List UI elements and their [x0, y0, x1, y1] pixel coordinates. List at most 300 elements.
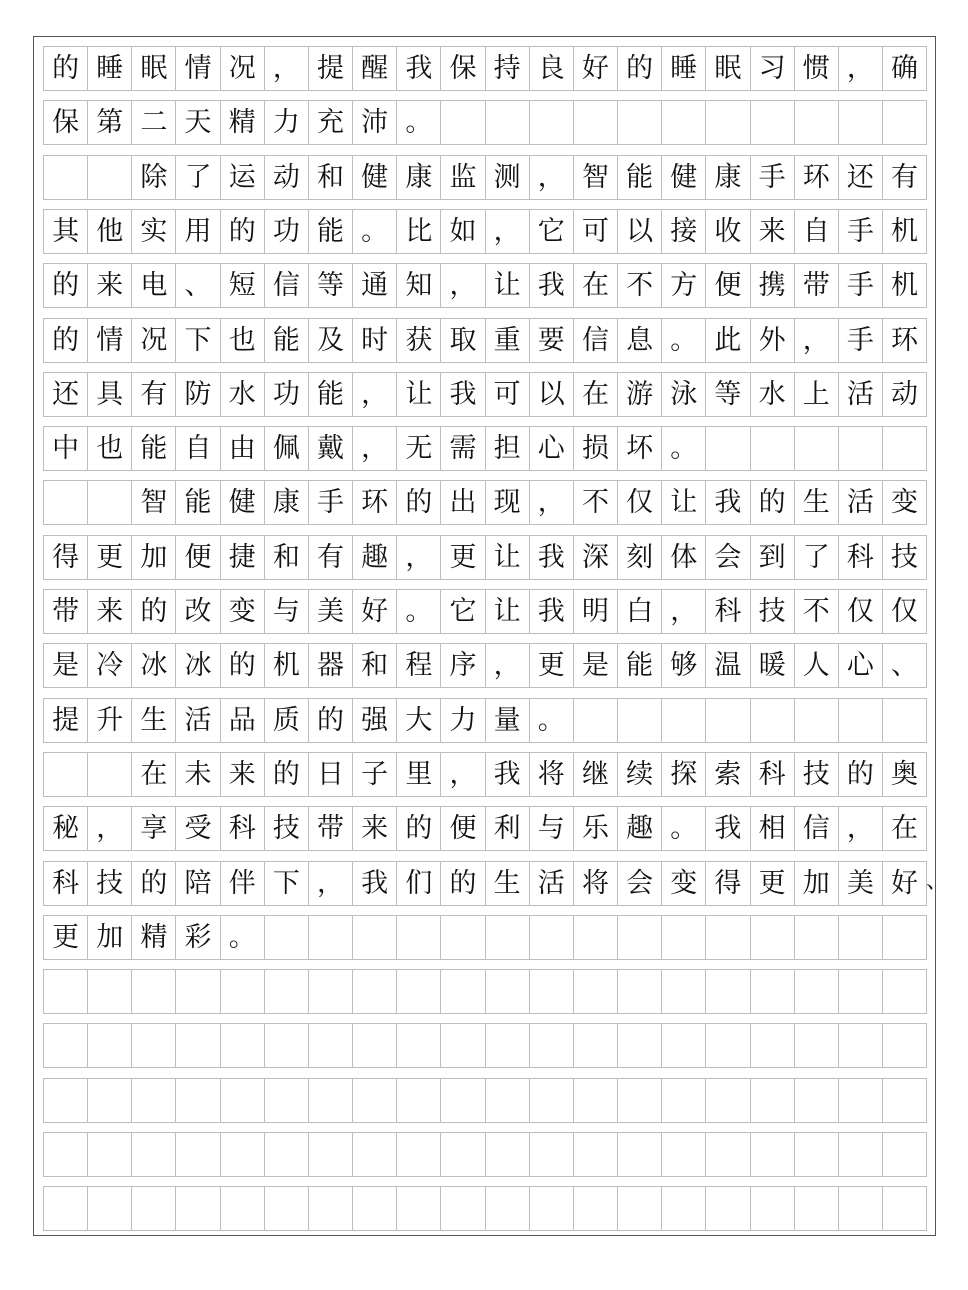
- grid-row: [43, 752, 927, 797]
- grid-cell: [751, 1132, 795, 1177]
- grid-cell: 惯: [795, 46, 839, 91]
- grid-row: [43, 969, 927, 1014]
- grid-cell: 水: [221, 372, 265, 417]
- grid-row: [43, 1078, 927, 1123]
- grid-cell: 彩: [176, 915, 220, 960]
- grid-cell: [574, 1078, 618, 1123]
- grid-cell: ，: [441, 263, 485, 308]
- grid-cell: 手: [751, 155, 795, 200]
- grid-cell: 睡: [88, 46, 132, 91]
- grid-cell: 便: [441, 806, 485, 851]
- grid-cell: 用: [176, 209, 220, 254]
- grid-cell: 生: [132, 698, 176, 743]
- grid-cell: 的: [265, 752, 309, 797]
- grid-cell: 眠: [706, 46, 750, 91]
- grid-cell: 中: [44, 426, 88, 471]
- grid-cell: 水: [751, 372, 795, 417]
- grid-cell: 除: [132, 155, 176, 200]
- grid-cell: ，: [397, 535, 441, 580]
- grid-cell: 改: [176, 589, 220, 634]
- grid-cell: 我: [530, 263, 574, 308]
- grid-cell: 携: [751, 263, 795, 308]
- grid-cell: 了: [795, 535, 839, 580]
- grid-cell: 比: [397, 209, 441, 254]
- grid-cell: [176, 1023, 220, 1068]
- grid-cell: 以: [618, 209, 662, 254]
- grid-cell: 健: [221, 480, 265, 525]
- grid-cell: [309, 915, 353, 960]
- grid-cell: 来: [353, 806, 397, 851]
- grid-cell: 秘: [44, 806, 88, 851]
- grid-cell: 也: [88, 426, 132, 471]
- grid-cell: [397, 1132, 441, 1177]
- grid-cell: 冰: [176, 643, 220, 688]
- grid-row: [43, 698, 927, 743]
- grid-row: [43, 915, 927, 960]
- grid-cell: 的: [839, 752, 883, 797]
- grid-cell: 担: [486, 426, 530, 471]
- grid-cell: 环: [883, 318, 927, 363]
- grid-cell: 我: [486, 752, 530, 797]
- grid-cell: [751, 1023, 795, 1068]
- grid-cell: [486, 1132, 530, 1177]
- grid-cell: 活: [176, 698, 220, 743]
- grid-cell: ，: [662, 589, 706, 634]
- grid-cell: 不: [618, 263, 662, 308]
- grid-cell: 不: [795, 589, 839, 634]
- grid-cell: ，: [353, 426, 397, 471]
- grid-cell: 智: [574, 155, 618, 200]
- grid-cell: [530, 1078, 574, 1123]
- grid-cell: [44, 480, 88, 525]
- grid-cell: [662, 1023, 706, 1068]
- grid-cell: [795, 915, 839, 960]
- grid-row: [43, 263, 927, 308]
- grid-cell: 加: [795, 861, 839, 906]
- grid-cell: [441, 1078, 485, 1123]
- grid-cell: 的: [397, 806, 441, 851]
- grid-cell: ，: [265, 46, 309, 91]
- grid-cell: [353, 1023, 397, 1068]
- grid-row: [43, 1186, 927, 1231]
- grid-cell: 们: [397, 861, 441, 906]
- grid-cell: 会: [706, 535, 750, 580]
- grid-cell: 收: [706, 209, 750, 254]
- grid-cell: 我: [397, 46, 441, 91]
- grid-cell: 良: [530, 46, 574, 91]
- grid-cell: [883, 1186, 927, 1231]
- grid-cell: 趣: [353, 535, 397, 580]
- grid-row: [43, 426, 927, 471]
- grid-cell: [706, 915, 750, 960]
- grid-cell: [530, 100, 574, 145]
- grid-cell: ，: [839, 46, 883, 91]
- grid-cell: 测: [486, 155, 530, 200]
- grid-cell: 更: [530, 643, 574, 688]
- grid-cell: [530, 915, 574, 960]
- grid-cell: 确: [883, 46, 927, 91]
- grid-cell: [44, 1078, 88, 1123]
- grid-cell: 来: [221, 752, 265, 797]
- grid-cell: [574, 1186, 618, 1231]
- grid-row: [43, 318, 927, 363]
- grid-cell: 戴: [309, 426, 353, 471]
- grid-cell: [839, 426, 883, 471]
- grid-cell: 让: [486, 263, 530, 308]
- grid-cell: 我: [706, 806, 750, 851]
- grid-cell: [574, 915, 618, 960]
- grid-cell: [44, 155, 88, 200]
- grid-cell: 。: [662, 318, 706, 363]
- grid-cell: [44, 1186, 88, 1231]
- grid-cell: 智: [132, 480, 176, 525]
- grid-cell: 天: [176, 100, 220, 145]
- grid-cell: [618, 1186, 662, 1231]
- grid-cell: 无: [397, 426, 441, 471]
- grid-cell: [883, 1078, 927, 1123]
- grid-cell: [795, 1186, 839, 1231]
- grid-cell: 来: [751, 209, 795, 254]
- grid-cell: [88, 155, 132, 200]
- grid-cell: 乐: [574, 806, 618, 851]
- grid-cell: 它: [530, 209, 574, 254]
- grid-cell: ，: [353, 372, 397, 417]
- grid-cell: [706, 1132, 750, 1177]
- grid-cell: 科: [751, 752, 795, 797]
- grid-cell: 体: [662, 535, 706, 580]
- grid-row: [43, 372, 927, 417]
- grid-cell: [353, 1186, 397, 1231]
- grid-cell: [397, 1186, 441, 1231]
- grid-cell: [662, 698, 706, 743]
- grid-cell: 此: [706, 318, 750, 363]
- grid-cell: [662, 969, 706, 1014]
- grid-cell: 能: [618, 155, 662, 200]
- grid-cell: 健: [662, 155, 706, 200]
- grid-cell: 相: [751, 806, 795, 851]
- grid-cell: 我: [706, 480, 750, 525]
- grid-cell: 索: [706, 752, 750, 797]
- grid-cell: [618, 915, 662, 960]
- grid-cell: [839, 698, 883, 743]
- grid-cell: [618, 1023, 662, 1068]
- grid-cell: [353, 915, 397, 960]
- grid-cell: 手: [839, 263, 883, 308]
- grid-cell: 能: [176, 480, 220, 525]
- grid-cell: 的: [132, 861, 176, 906]
- grid-cell: [883, 915, 927, 960]
- grid-cell: 实: [132, 209, 176, 254]
- grid-cell: 以: [530, 372, 574, 417]
- grid-cell: 利: [486, 806, 530, 851]
- grid-cell: 还: [839, 155, 883, 200]
- grid-cell: 情: [88, 318, 132, 363]
- grid-cell: [618, 100, 662, 145]
- grid-cell: ，: [486, 209, 530, 254]
- grid-cell: [706, 100, 750, 145]
- grid-cell: 活: [839, 480, 883, 525]
- grid-cell: [44, 969, 88, 1014]
- grid-cell: 在: [574, 372, 618, 417]
- grid-cell: 我: [530, 589, 574, 634]
- grid-row: [43, 643, 927, 688]
- grid-row: [43, 100, 927, 145]
- grid-cell: [751, 100, 795, 145]
- grid-cell: [574, 969, 618, 1014]
- grid-cell: [265, 915, 309, 960]
- grid-cell: ，: [441, 752, 485, 797]
- grid-cell: 功: [265, 209, 309, 254]
- grid-cell: 外: [751, 318, 795, 363]
- grid-cell: 习: [751, 46, 795, 91]
- grid-cell: 况: [221, 46, 265, 91]
- grid-cell: 手: [309, 480, 353, 525]
- grid-cell: [883, 969, 927, 1014]
- grid-cell: [486, 969, 530, 1014]
- grid-cell: [751, 1078, 795, 1123]
- grid-cell: 手: [839, 318, 883, 363]
- grid-cell: 具: [88, 372, 132, 417]
- grid-cell: [44, 1023, 88, 1068]
- grid-cell: 提: [309, 46, 353, 91]
- grid-cell: 信: [795, 806, 839, 851]
- grid-cell: 的: [44, 318, 88, 363]
- grid-cell: 还: [44, 372, 88, 417]
- grid-cell: 功: [265, 372, 309, 417]
- grid-cell: 探: [662, 752, 706, 797]
- grid-cell: 能: [618, 643, 662, 688]
- grid-cell: 现: [486, 480, 530, 525]
- grid-cell: ，: [530, 480, 574, 525]
- grid-cell: 的: [44, 46, 88, 91]
- grid-cell: 带: [309, 806, 353, 851]
- grid-cell: 好: [883, 861, 927, 906]
- grid-cell: 在: [132, 752, 176, 797]
- grid-cell: 。: [662, 806, 706, 851]
- grid-cell: [88, 752, 132, 797]
- grid-cell: [795, 100, 839, 145]
- grid-cell: [265, 1078, 309, 1123]
- grid-cell: 和: [353, 643, 397, 688]
- grid-cell: 出: [441, 480, 485, 525]
- grid-cell: [795, 698, 839, 743]
- grid-cell: 环: [795, 155, 839, 200]
- grid-cell: 如: [441, 209, 485, 254]
- grid-cell: 更: [751, 861, 795, 906]
- grid-cell: [839, 100, 883, 145]
- grid-cell: [706, 1186, 750, 1231]
- grid-cell: 将: [574, 861, 618, 906]
- grid-cell: 人: [795, 643, 839, 688]
- grid-cell: 带: [795, 263, 839, 308]
- grid-cell: 子: [353, 752, 397, 797]
- grid-cell: 日: [309, 752, 353, 797]
- grid-cell: 沛: [353, 100, 397, 145]
- grid-cell: 捷: [221, 535, 265, 580]
- grid-row: [43, 589, 927, 634]
- grid-cell: 科: [44, 861, 88, 906]
- grid-cell: [265, 969, 309, 1014]
- grid-cell: [883, 1023, 927, 1068]
- grid-cell: ，: [530, 155, 574, 200]
- grid-cell: 仅: [883, 589, 927, 634]
- grid-cell: 康: [397, 155, 441, 200]
- grid-cell: [221, 1186, 265, 1231]
- grid-cell: [574, 698, 618, 743]
- grid-cell: 运: [221, 155, 265, 200]
- grid-cell: 科: [221, 806, 265, 851]
- grid-cell: 机: [265, 643, 309, 688]
- grid-cell: [706, 698, 750, 743]
- grid-cell: 上: [795, 372, 839, 417]
- grid-cell: 取: [441, 318, 485, 363]
- grid-cell: 。: [662, 426, 706, 471]
- grid-cell: 伴: [221, 861, 265, 906]
- grid-cell: 在: [883, 806, 927, 851]
- grid-cell: [441, 1023, 485, 1068]
- grid-cell: [44, 1132, 88, 1177]
- grid-cell: [309, 1078, 353, 1123]
- grid-cell: [883, 100, 927, 145]
- grid-cell: 大: [397, 698, 441, 743]
- grid-cell: 好: [353, 589, 397, 634]
- grid-cell: [662, 100, 706, 145]
- grid-cell: 的: [441, 861, 485, 906]
- grid-cell: [88, 1023, 132, 1068]
- grid-cell: [176, 1186, 220, 1231]
- grid-cell: 好: [574, 46, 618, 91]
- grid-cell: 温: [706, 643, 750, 688]
- grid-cell: [265, 1023, 309, 1068]
- grid-cell: [309, 1186, 353, 1231]
- grid-cell: 美: [839, 861, 883, 906]
- grid-cell: 短: [221, 263, 265, 308]
- grid-cell: 加: [132, 535, 176, 580]
- grid-cell: 。: [221, 915, 265, 960]
- grid-cell: [883, 426, 927, 471]
- grid-cell: 活: [839, 372, 883, 417]
- grid-cell: [486, 1186, 530, 1231]
- grid-cell: 其: [44, 209, 88, 254]
- grid-cell: [176, 1132, 220, 1177]
- grid-cell: [662, 1186, 706, 1231]
- grid-cell: 二: [132, 100, 176, 145]
- grid-cell: 获: [397, 318, 441, 363]
- grid-cell: 防: [176, 372, 220, 417]
- grid-row: [43, 480, 927, 525]
- grid-cell: 和: [265, 535, 309, 580]
- grid-cell: 。: [530, 698, 574, 743]
- grid-cell: [309, 1132, 353, 1177]
- grid-cell: ，: [88, 806, 132, 851]
- grid-cell: 带: [44, 589, 88, 634]
- grid-cell: [839, 1132, 883, 1177]
- grid-cell: 是: [44, 643, 88, 688]
- grid-cell: 的: [309, 698, 353, 743]
- grid-cell: 来: [88, 589, 132, 634]
- grid-cell: [221, 1023, 265, 1068]
- grid-cell: [574, 1023, 618, 1068]
- grid-cell: [221, 1132, 265, 1177]
- grid-cell: 技: [883, 535, 927, 580]
- grid-cell: 美: [309, 589, 353, 634]
- grid-cell: [353, 1132, 397, 1177]
- grid-cell: [486, 1023, 530, 1068]
- grid-cell: [88, 1132, 132, 1177]
- grid-cell: [441, 1132, 485, 1177]
- grid-cell: [397, 1023, 441, 1068]
- grid-cell: 让: [486, 589, 530, 634]
- grid-cell: 的: [44, 263, 88, 308]
- grid-cell: 明: [574, 589, 618, 634]
- grid-cell: 便: [706, 263, 750, 308]
- grid-cell: 技: [751, 589, 795, 634]
- grid-cell: 等: [309, 263, 353, 308]
- grid-cell: 环: [353, 480, 397, 525]
- grid-cell: [265, 1186, 309, 1231]
- grid-cell: 技: [795, 752, 839, 797]
- grid-cell: [751, 915, 795, 960]
- grid-cell: 有: [309, 535, 353, 580]
- grid-cell: 。: [397, 100, 441, 145]
- grid-cell: 力: [441, 698, 485, 743]
- grid-cell: 信: [574, 318, 618, 363]
- grid-cell: 深: [574, 535, 618, 580]
- grid-cell: 由: [221, 426, 265, 471]
- grid-cell: 自: [795, 209, 839, 254]
- grid-cell: 保: [44, 100, 88, 145]
- grid-cell: [176, 1078, 220, 1123]
- grid-cell: 科: [706, 589, 750, 634]
- grid-cell: 未: [176, 752, 220, 797]
- grid-cell: 与: [530, 806, 574, 851]
- grid-cell: 序: [441, 643, 485, 688]
- grid-cell: 能: [309, 372, 353, 417]
- grid-cell: 、: [883, 643, 927, 688]
- grid-cell: [132, 969, 176, 1014]
- grid-cell: 陪: [176, 861, 220, 906]
- grid-cell: [132, 1023, 176, 1068]
- grid-cell: [397, 915, 441, 960]
- grid-cell: 得: [706, 861, 750, 906]
- grid-cell: [883, 698, 927, 743]
- grid-cell: 冷: [88, 643, 132, 688]
- grid-cell: 冰: [132, 643, 176, 688]
- grid-cell: 通: [353, 263, 397, 308]
- grid-row: [43, 535, 927, 580]
- grid-cell: 要: [530, 318, 574, 363]
- grid-cell: 到: [751, 535, 795, 580]
- grid-cell: [618, 1132, 662, 1177]
- grid-cell: 让: [486, 535, 530, 580]
- grid-cell: [530, 969, 574, 1014]
- grid-cell: 更: [441, 535, 485, 580]
- grid-cell: 续: [618, 752, 662, 797]
- grid-cell: 提: [44, 698, 88, 743]
- grid-cell: 技: [88, 861, 132, 906]
- grid-cell: [574, 100, 618, 145]
- grid-cell: 白: [618, 589, 662, 634]
- grid-cell: 生: [486, 861, 530, 906]
- grid-cell: 变: [662, 861, 706, 906]
- grid-cell: 升: [88, 698, 132, 743]
- grid-cell: [530, 1132, 574, 1177]
- grid-cell: [795, 426, 839, 471]
- grid-cell: 心: [530, 426, 574, 471]
- grid-cell: 。: [353, 209, 397, 254]
- grid-cell: 继: [574, 752, 618, 797]
- grid-cell: 手: [839, 209, 883, 254]
